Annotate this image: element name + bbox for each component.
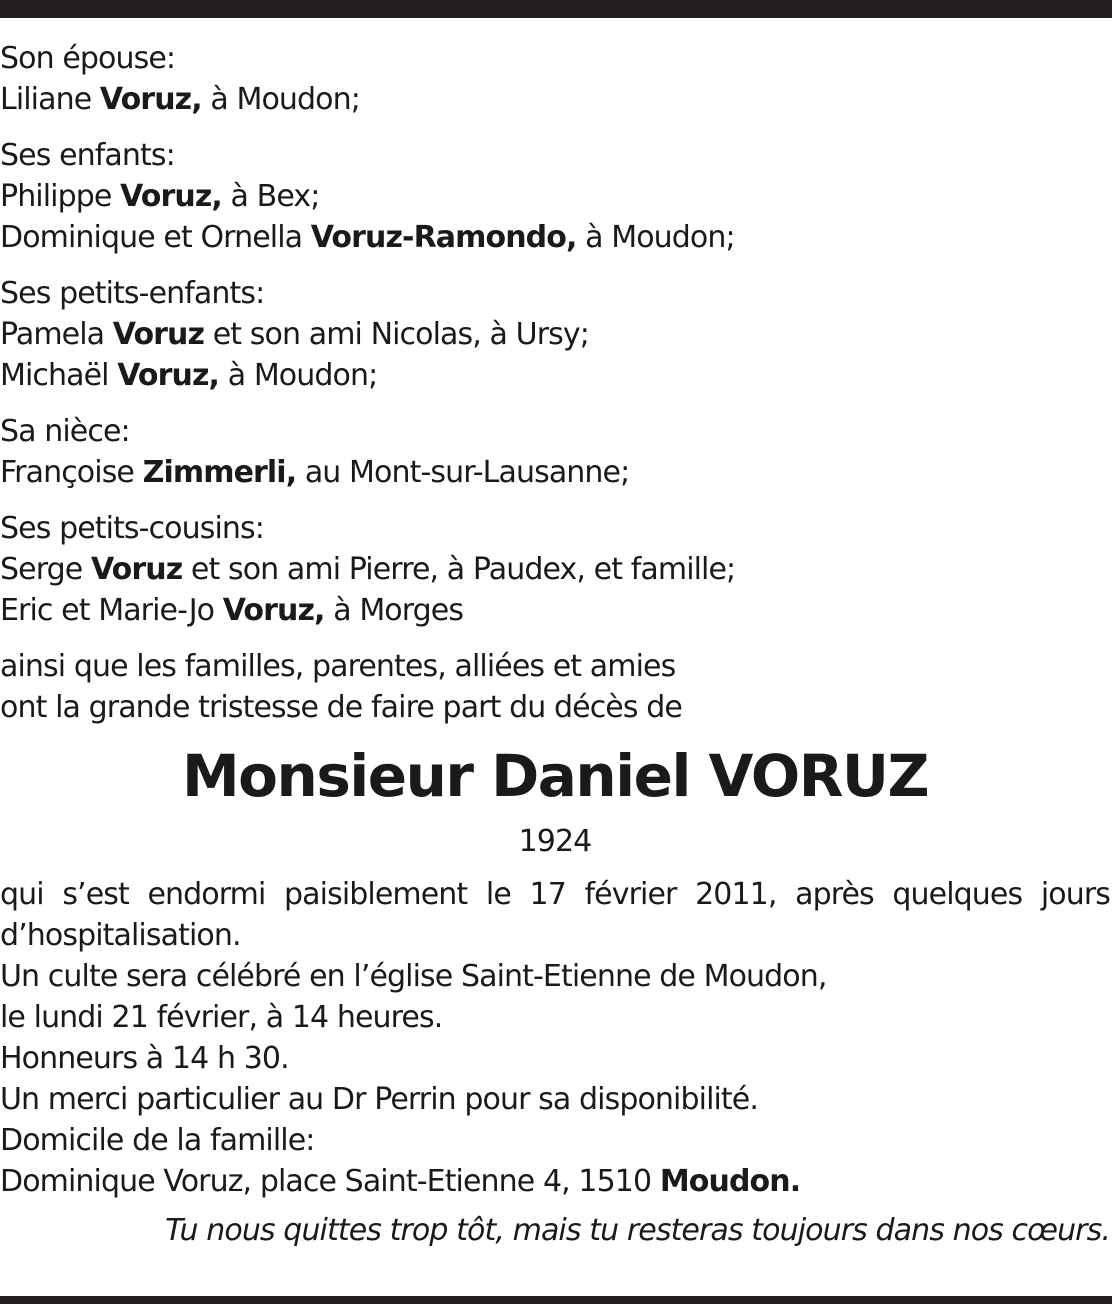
family-line-surname: Voruz [90,552,183,587]
service-info: Un culte sera célébré en l’église Saint-Etienne de Moudon, [0,959,827,994]
family-line-post: à Bex; [221,179,320,214]
bottom-rule [0,1296,1112,1304]
family-line [0,590,1110,631]
family-line-surname: Voruz-Ramondo, [310,220,577,255]
birth-year: 1924 [518,824,592,859]
family-line [0,355,1110,396]
family-line-surname: Zimmerli, [142,455,297,490]
family-line-pre: Dominique et Ornella [0,220,311,255]
announcement-line: ont la grande tristesse de faire part du décès de [0,690,682,725]
family-line [0,314,1110,355]
group-label: Son épouse: [0,41,176,76]
thanks-line: Un merci particulier au Dr Perrin pour sa disponibilité. [0,1082,758,1117]
honours-time: Honneurs à 14 h 30. [0,1041,289,1076]
family-line-post: au Mont-sur-Lausanne; [296,455,630,490]
niece-group [0,411,1110,493]
closing-quote: Tu nous quittes trop tôt, mais tu resteras toujours dans nos cœurs. [165,1213,1110,1248]
group-label: Sa nièce: [0,414,130,449]
family-line-pre: Michaël [0,358,118,393]
family-line-post: à Moudon; [576,220,735,255]
family-domicile-label: Domicile de la famille: [0,1123,315,1158]
family-line-pre: Pamela [0,317,113,352]
address-city: Moudon. [659,1164,801,1199]
family-line-pre: Françoise [0,455,143,490]
family-line-post: à Moudon; [201,82,360,117]
family-line-pre: Eric et Marie-Jo [0,593,223,628]
announcement [0,646,1110,728]
family-line-pre: Serge [0,552,91,587]
family-line-post: et son ami Pierre, à Paudex, et famille; [182,552,736,587]
family-line [0,176,1110,217]
top-rule [0,0,1112,18]
family-line-surname: Voruz [112,317,205,352]
children-group [0,135,1110,258]
details-line: d’hospitalisation. [0,918,241,953]
group-label: Ses petits-enfants: [0,276,265,311]
family-line-surname: Voruz, [120,179,222,214]
group-label: Ses petits-cousins: [0,511,264,546]
family-line-pre: Liliane [0,82,100,117]
family-address [0,1161,1110,1202]
family-line-post: à Moudon; [219,358,378,393]
family-line-post: à Morges [324,593,464,628]
family-line-pre: Philippe [0,179,121,214]
family-line [0,79,1110,120]
cousins-group [0,508,1110,631]
spouse-group [0,38,1110,120]
obituary-notice [0,38,1110,1251]
deceased-name: Monsieur Daniel VORUZ [181,742,929,810]
details-line: qui s’est endormi paisiblement le 17 février 2011, après quelques jours [0,877,1110,912]
family-line [0,217,1110,258]
family-line-surname: Voruz, [117,358,220,393]
family-line [0,452,1110,493]
family-line [0,549,1110,590]
address-text: Dominique Voruz, place Saint-Etienne 4, 1510 [0,1164,660,1199]
family-line-post: et son ami Nicolas, à Ursy; [204,317,589,352]
grandchildren-group [0,273,1110,396]
group-label: Ses enfants: [0,138,175,173]
announcement-line: ainsi que les familles, parentes, alliées et amies [0,649,676,684]
family-line-surname: Voruz, [222,593,325,628]
service-date: le lundi 21 février, à 14 heures. [0,1000,443,1035]
family-line-surname: Voruz, [99,82,202,117]
